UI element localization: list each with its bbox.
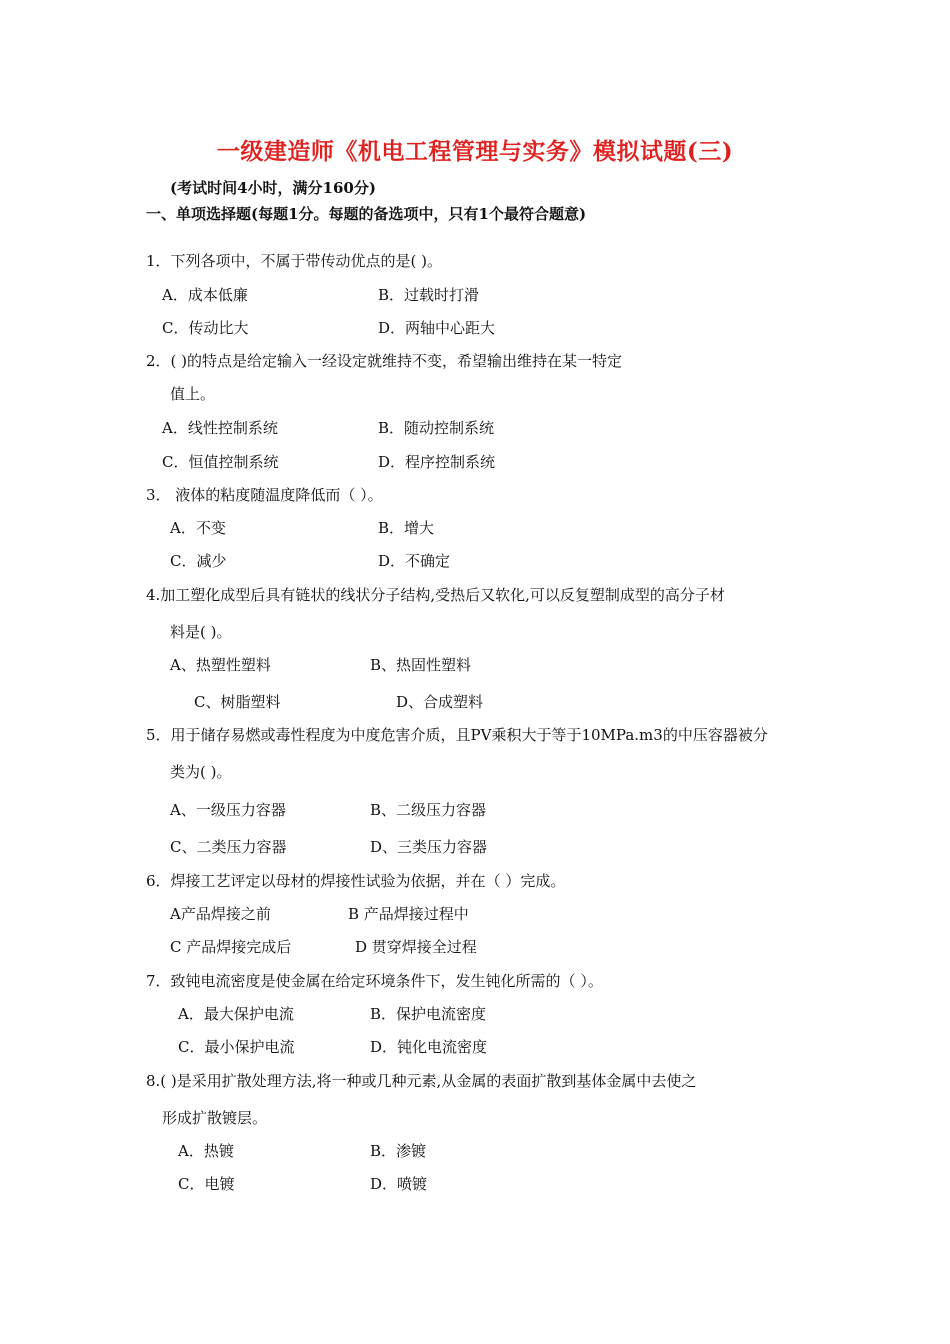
question-4-option-a: A、热塑性塑料	[170, 656, 271, 674]
question-6-option-c: C 产品焊接完成后	[170, 938, 292, 956]
question-4-option-b: B、热固性塑料	[370, 656, 472, 674]
question-8-option-c: C．电镀	[178, 1175, 235, 1193]
question-3-stem: 3． 液体的粘度随温度降低而（ ）。	[146, 486, 383, 504]
question-5-option-a: A、一级压力容器	[170, 801, 286, 819]
question-1-option-a: A．成本低廉	[162, 286, 248, 304]
question-8-option-d: D．喷镀	[370, 1175, 428, 1193]
question-7-option-b: B．保护电流密度	[370, 1005, 487, 1023]
question-1-stem: 1．下列各项中，不属于带传动优点的是( )。	[146, 252, 443, 270]
question-4-stem-continued: 料是( )。	[170, 623, 232, 641]
question-4-option-c: C、树脂塑料	[194, 693, 281, 711]
question-7-stem: 7．致钝电流密度是使金属在给定环境条件下，发生钝化所需的（ ）。	[146, 972, 603, 990]
exam-info: (考试时间4小时，满分160分)	[170, 179, 376, 197]
question-8-stem-continued: 形成扩散镀层。	[162, 1109, 268, 1127]
question-2-option-b: B．随动控制系统	[378, 419, 495, 437]
question-2-option-d: D．程序控制系统	[378, 453, 496, 471]
question-1-option-c: C．传动比大	[162, 319, 249, 337]
document-title: 一级建造师《机电工程管理与实务》模拟试题(三)	[216, 138, 734, 165]
question-2-stem-continued: 值上。	[170, 385, 216, 403]
question-3-option-a: A．不变	[170, 519, 226, 537]
question-6-option-b: B 产品焊接过程中	[348, 905, 469, 923]
question-1-option-b: B．过载时打滑	[378, 286, 480, 304]
question-8-option-b: B．渗镀	[370, 1142, 427, 1160]
question-7-option-a: A．最大保护电流	[178, 1005, 294, 1023]
question-2-stem: 2．( )的特点是给定输入一经设定就维持不变，希望输出维持在某一特定	[146, 352, 623, 370]
question-4-stem: 4.加工塑化成型后具有链状的线状分子结构,受热后又软化,可以反复塑制成型的高分子材	[146, 586, 725, 604]
question-2-option-c: C．恒值控制系统	[162, 453, 279, 471]
question-7-option-c: C．最小保护电流	[178, 1038, 295, 1056]
question-6-option-d: D 贯穿焊接全过程	[355, 938, 477, 956]
question-5-option-d: D、三类压力容器	[370, 838, 488, 856]
question-7-option-d: D．钝化电流密度	[370, 1038, 488, 1056]
section-heading: 一、单项选择题(每题1分。每题的备选项中，只有1个最符合题意)	[146, 205, 587, 223]
question-6-stem: 6．焊接工艺评定以母材的焊接性试验为依据，并在（ ）完成。	[146, 872, 566, 890]
question-2-option-a: A．线性控制系统	[162, 419, 278, 437]
question-3-option-c: C．减少	[170, 552, 227, 570]
question-5-option-b: B、二级压力容器	[370, 801, 487, 819]
question-8-stem: 8.( )是采用扩散处理方法,将一种或几种元素,从金属的表面扩散到基体金属中去使之	[146, 1072, 697, 1090]
question-5-option-c: C、二类压力容器	[170, 838, 287, 856]
question-6-option-a: A产品焊接之前	[170, 905, 271, 923]
question-8-option-a: A．热镀	[178, 1142, 234, 1160]
question-3-option-d: D．不确定	[378, 552, 451, 570]
question-5-stem: 5．用于储存易燃或毒性程度为中度危害介质，且PV乘积大于等于10MPa.m3的中压容器被分	[146, 726, 768, 744]
question-5-stem-continued: 类为( )。	[170, 763, 232, 781]
question-4-option-d: D、合成塑料	[396, 693, 484, 711]
question-3-option-b: B．增大	[378, 519, 435, 537]
question-1-option-d: D．两轴中心距大	[378, 319, 496, 337]
